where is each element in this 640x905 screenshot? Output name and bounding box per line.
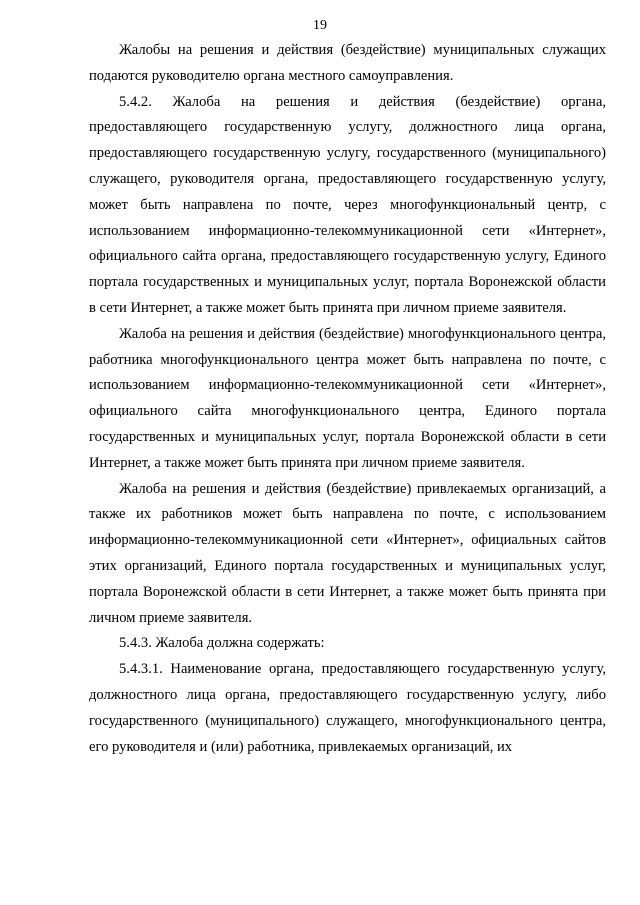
document-body (89, 38, 606, 760)
paragraph-5-4-3: 5.4.3. Жалоба должна содержать: (119, 635, 325, 652)
paragraph-complaints-municipal-servants: Жалобы на решения и действия (бездействие) муниципальных служащих подаются руководителю органа местного самоуправления. (89, 42, 606, 84)
page-number: 19 (313, 18, 327, 33)
paragraph-5-4-2: 5.4.2. Жалоба на решения и действия (бездействие) органа, предоставляющего государственную услугу, должностного лица органа, предоставляющего государственную услугу, государственного (муниципального) служащего, руководителя органа, предоставляющего государственную услугу, может быть направлена по почте, через многофункциональный центр, с использованием информационно-телекоммуникационной сети «Интернет», официального сайта органа, предоставляющего государственную услугу, Единого портала государственных и муниципальных услуг, портала Воронежской области в сети Интернет, а также может быть принята при личном приеме заявителя. (89, 93, 606, 316)
paragraph-mfc-complaints: Жалоба на решения и действия (бездействие) многофункционального центра, работника многофункционального центра может быть направлена по почте, с использованием информационно-телекоммуникационной сети «Интернет», официального сайта многофункционального центра, Единого портала государственных и муниципальных услуг, портала Воронежской области в сети Интернет, а также может быть принята при личном приеме заявителя. (89, 325, 606, 471)
paragraph-5-4-3-1: 5.4.3.1. Наименование органа, предоставляющего государственную услугу, должностного лица органа, предоставляющего государственную услугу, либо государственного (муниципального) служащего, многофункционального центра, его руководителя и (или) работника, привлекаемых организаций, их (89, 661, 606, 755)
paragraph-engaged-organizations-complaints: Жалоба на решения и действия (бездействие) привлекаемых организаций, а также их работников может быть направлена по почте, с использованием информационно-телекоммуникационной сети «Интернет», официальных сайтов этих организаций, Единого портала государственных и муниципальных услуг, портала Воронежской области в сети Интернет, а также может быть принята при личном приеме заявителя. (89, 480, 606, 626)
